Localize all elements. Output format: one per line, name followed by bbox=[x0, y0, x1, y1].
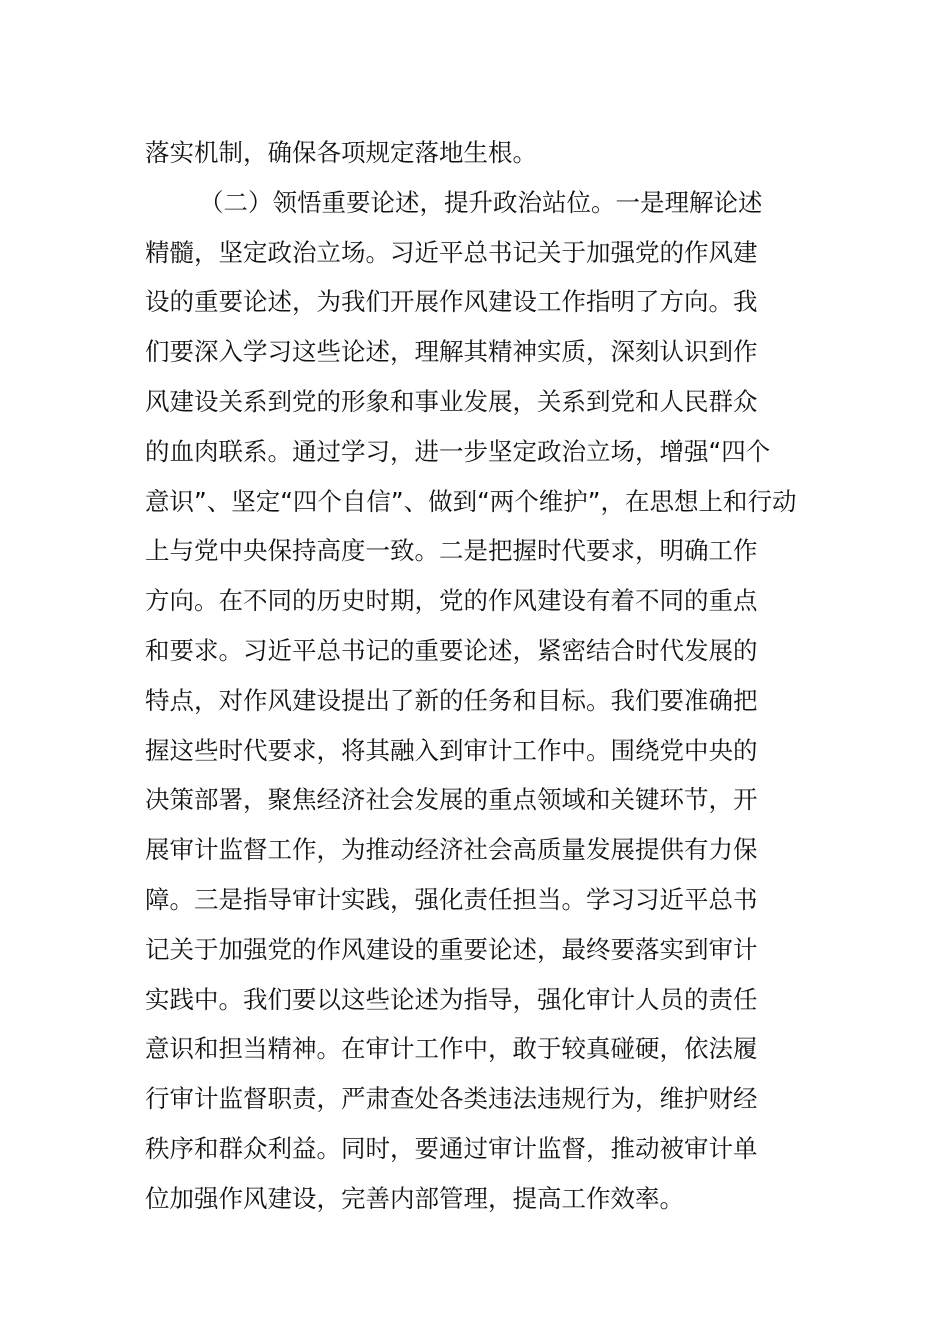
text-line: 落实机制，确保各项规定落地生根。 bbox=[145, 138, 537, 167]
text-line: 精髓，坚定政治立场。习近平总书记关于加强党的作风建 bbox=[145, 237, 758, 267]
text-line: （二）领悟重要论述，提升政治站位。一是理解论述 bbox=[199, 187, 763, 217]
body-text bbox=[145, 128, 810, 1224]
text-line: 方向。在不同的历史时期，党的作风建设有着不同的重点 bbox=[145, 586, 758, 616]
text-line: 秩序和群众利益。同时，要通过审计监督，推动被审计单 bbox=[145, 1133, 758, 1163]
text-line: 行审计监督职责，严肃查处各类违法违规行为，维护财经 bbox=[145, 1084, 758, 1114]
text-line: 决策部署，聚焦经济社会发展的重点领域和关键环节，开 bbox=[145, 785, 758, 815]
text-line: 的血肉联系。通过学习，进一步坚定政治立场，增强“四个 bbox=[145, 436, 771, 466]
text-line: 和要求。习近平总书记的重要论述，紧密结合时代发展的 bbox=[145, 635, 758, 665]
text-line: 展审计监督工作，为推动经济社会高质量发展提供有力保 bbox=[145, 835, 758, 865]
text-line: 意识和担当精神。在审计工作中，敢于较真碰硬，依法履 bbox=[145, 1034, 758, 1064]
text-line: 记关于加强党的作风建设的重要论述，最终要落实到审计 bbox=[145, 934, 758, 964]
text-line: 设的重要论述，为我们开展作风建设工作指明了方向。我 bbox=[145, 287, 758, 317]
text-line: 上与党中央保持高度一致。二是把握时代要求，明确工作 bbox=[145, 536, 758, 566]
text-line: 位加强作风建设，完善内部管理，提高工作效率。 bbox=[145, 1183, 684, 1213]
text-line: 障。三是指导审计实践，强化责任担当。学习习近平总书 bbox=[145, 884, 758, 914]
text-line: 风建设关系到党的形象和事业发展，关系到党和人民群众 bbox=[145, 386, 758, 416]
text-line: 们要深入学习这些论述，理解其精神实质，深刻认识到作 bbox=[145, 337, 758, 367]
text-line: 意识”、坚定“四个自信”、做到“两个维护”，在思想上和行动 bbox=[145, 486, 797, 516]
text-line: 握这些时代要求，将其融入到审计工作中。围绕党中央的 bbox=[145, 735, 758, 765]
text-line: 特点，对作风建设提出了新的任务和目标。我们要准确把 bbox=[145, 685, 758, 715]
text-line: 实践中。我们要以这些论述为指导，强化审计人员的责任 bbox=[145, 984, 758, 1014]
